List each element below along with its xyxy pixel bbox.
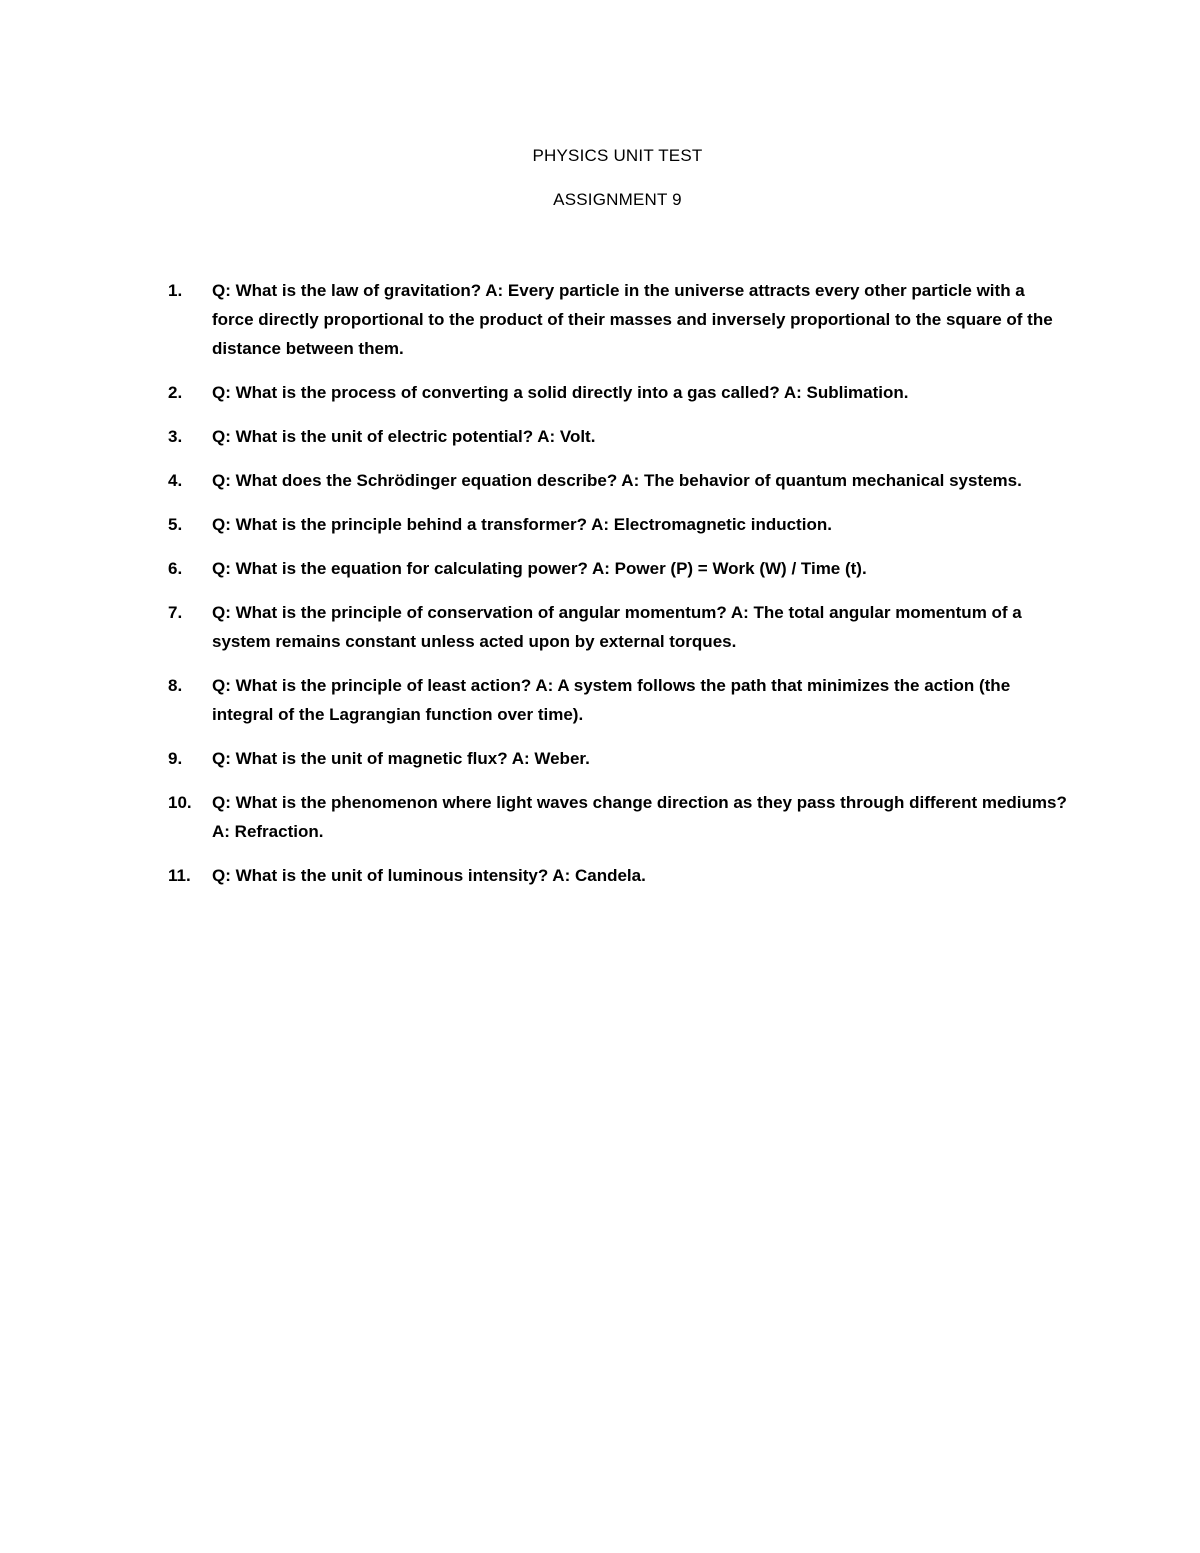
item-number: 9. (168, 749, 183, 768)
list-item (168, 554, 1068, 583)
list-item (168, 276, 1068, 363)
item-text: Q: What is the unit of magnetic flux? A: Weber. (212, 749, 590, 768)
list-item (168, 598, 1068, 656)
question-list (168, 276, 1068, 905)
list-item (168, 378, 1068, 407)
list-item (168, 422, 1068, 451)
list-item (168, 861, 1068, 890)
item-number: 11. (168, 866, 191, 885)
list-item (168, 671, 1068, 729)
item-text: Q: What is the principle behind a transformer? A: Electromagnetic induction. (212, 515, 832, 534)
item-text: Q: What does the Schrödinger equation describe? A: The behavior of quantum mechanical systems. (212, 471, 1022, 490)
list-item (168, 744, 1068, 773)
item-number: 4. (168, 471, 183, 490)
item-number: 8. (168, 676, 183, 695)
item-number: 3. (168, 427, 183, 446)
document-title: PHYSICS UNIT TEST (532, 146, 703, 165)
item-text: Q: What is the phenomenon where light waves change direction as they pass through different mediums? A: Refraction. (212, 793, 1067, 841)
item-number: 6. (168, 559, 183, 578)
list-item (168, 510, 1068, 539)
item-number: 10. (168, 793, 192, 812)
item-number: 5. (168, 515, 183, 534)
item-text: Q: What is the principle of conservation of angular momentum? A: The total angular momentum of a system remains constant unless acted upon by external torques. (212, 603, 1022, 651)
item-text: Q: What is the principle of least action? A: A system follows the path that minimizes the action (the integral of the Lagrangian function over time). (212, 676, 1011, 724)
item-number: 2. (168, 383, 183, 402)
list-item (168, 466, 1068, 495)
item-number: 1. (168, 281, 183, 300)
item-text: Q: What is the law of gravitation? A: Every particle in the universe attracts every other particle with a force directly proportional to the product of their masses and inversely proportional to the square of the distance between them. (212, 281, 1053, 358)
list-item (168, 788, 1068, 846)
item-text: Q: What is the equation for calculating power? A: Power (P) = Work (W) / Time (t). (212, 559, 867, 578)
document-subtitle: ASSIGNMENT 9 (553, 190, 682, 209)
item-text: Q: What is the unit of luminous intensity? A: Candela. (212, 866, 646, 885)
item-text: Q: What is the process of converting a solid directly into a gas called? A: Sublimation. (212, 383, 909, 402)
item-text: Q: What is the unit of electric potential? A: Volt. (212, 427, 596, 446)
item-number: 7. (168, 603, 183, 622)
